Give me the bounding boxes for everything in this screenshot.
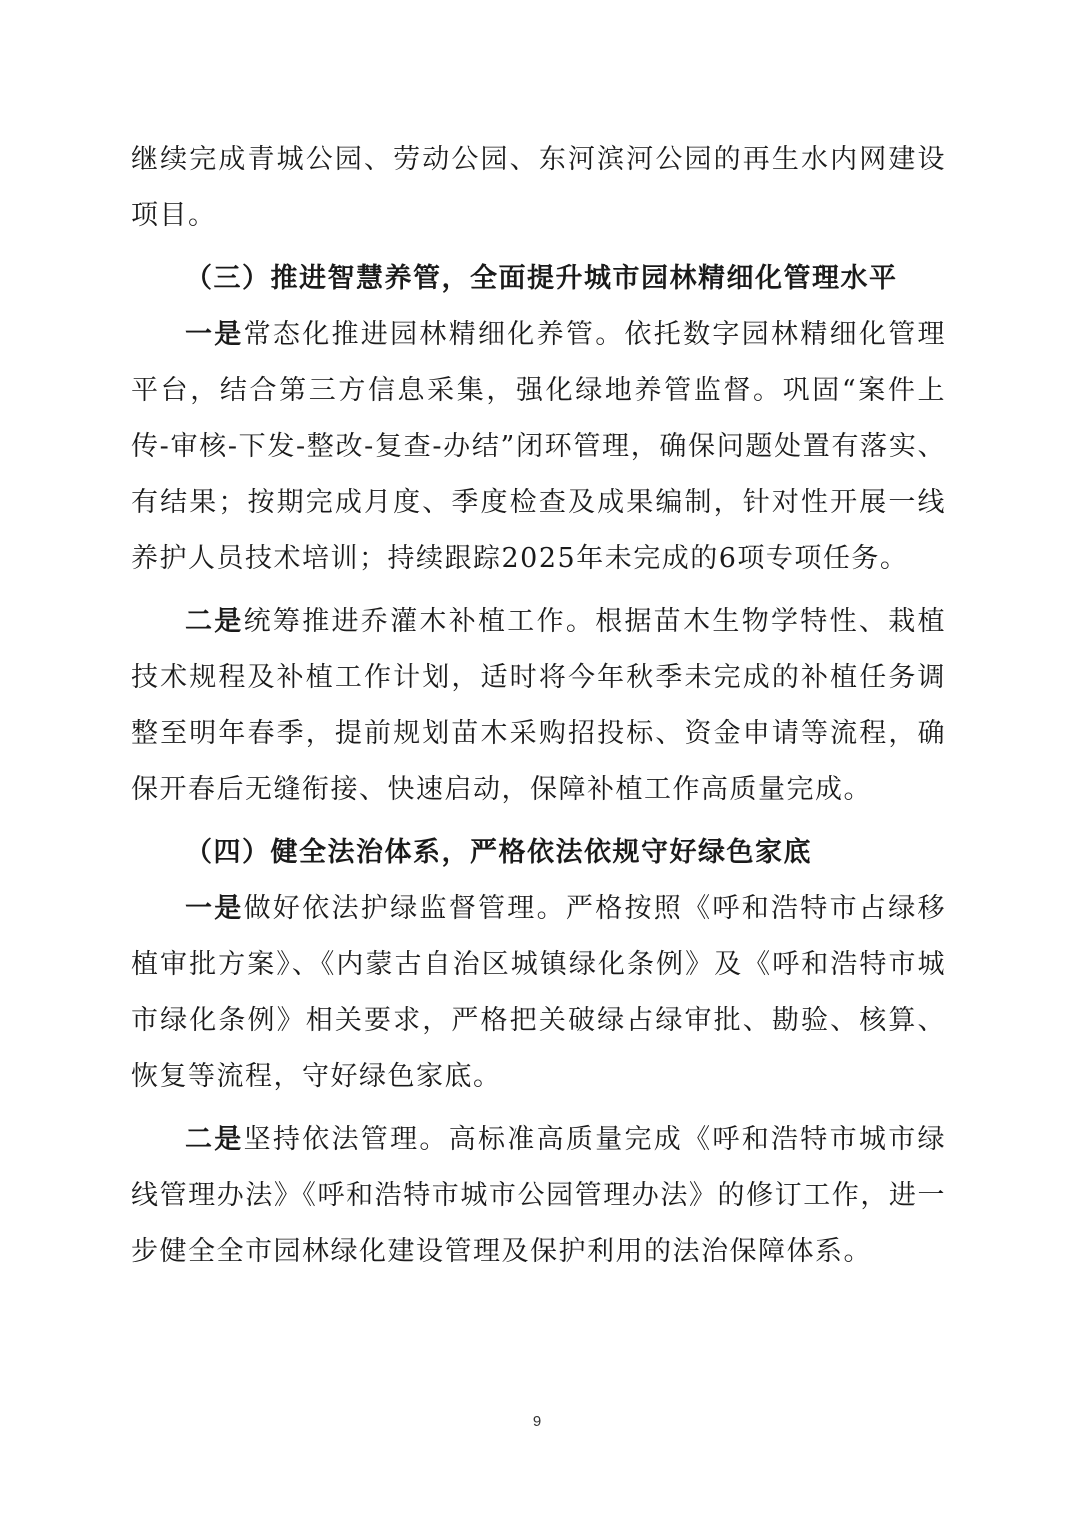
section-heading-legal-system: （四）健全法治体系，严格依法依规守好绿色家底: [185, 837, 812, 868]
page-number: 9: [532, 1413, 542, 1430]
paragraph-text: 统筹推进乔灌木补植工作。根据苗木生物学特性、栽植技术规程及补植工作计划，适时将今年秋季未完成的补植任务调整至明年春季，提前规划苗木采购招投标、资金申请等流程，确保开春后无缝衔接、快速启动，保障补植工作高质量完成。: [131, 606, 947, 805]
paragraph-lead: 二是: [185, 606, 244, 637]
paragraph-text: 常态化推进园林精细化养管。依托数字园林精细化管理平台，结合第三方信息采集，强化绿地养管监督。巩固“案件上传-审核-下发-整改-复查-办结”闭环管理，确保问题处置有落实、有结果；按期完成月度、季度检查及成果编制，针对性开展一线养护人员技术培训；持续跟踪2025年未完成的6项专项任务。: [131, 319, 947, 574]
paragraph-lead: 二是: [185, 1124, 244, 1155]
paragraph-lead: 一是: [185, 893, 244, 924]
paragraph-green-supervision: [131, 881, 946, 1105]
document-body: [131, 132, 946, 1280]
section-heading-smart-maintenance: （三）推进智慧养管，全面提升城市园林精细化管理水平: [185, 263, 898, 294]
paragraph-refined-maintenance: [131, 307, 946, 587]
paragraph-text: 坚持依法管理。高标准高质量完成《呼和浩特市城市绿线管理办法》《呼和浩特市城市公园管理办法》的修订工作，进一步健全全市园林绿化建设管理及保护利用的法治保障体系。: [131, 1124, 947, 1267]
paragraph-lead: 一是: [185, 319, 244, 350]
paragraph-text: 做好依法护绿监督管理。严格按照《呼和浩特市占绿移植审批方案》、《内蒙古自治区城镇绿化条例》及《呼和浩特市城市绿化条例》相关要求，严格把关破绿占绿审批、勘验、核算、恢复等流程，守好绿色家底。: [131, 893, 947, 1092]
paragraph-lawful-management: [131, 1112, 946, 1280]
paragraph-text: 继续完成青城公园、劳动公园、东河滨河公园的再生水内网建设项目。: [131, 144, 946, 231]
paragraph-reclaimed-water-project: [131, 132, 946, 244]
paragraph-tree-replanting: [131, 594, 946, 818]
